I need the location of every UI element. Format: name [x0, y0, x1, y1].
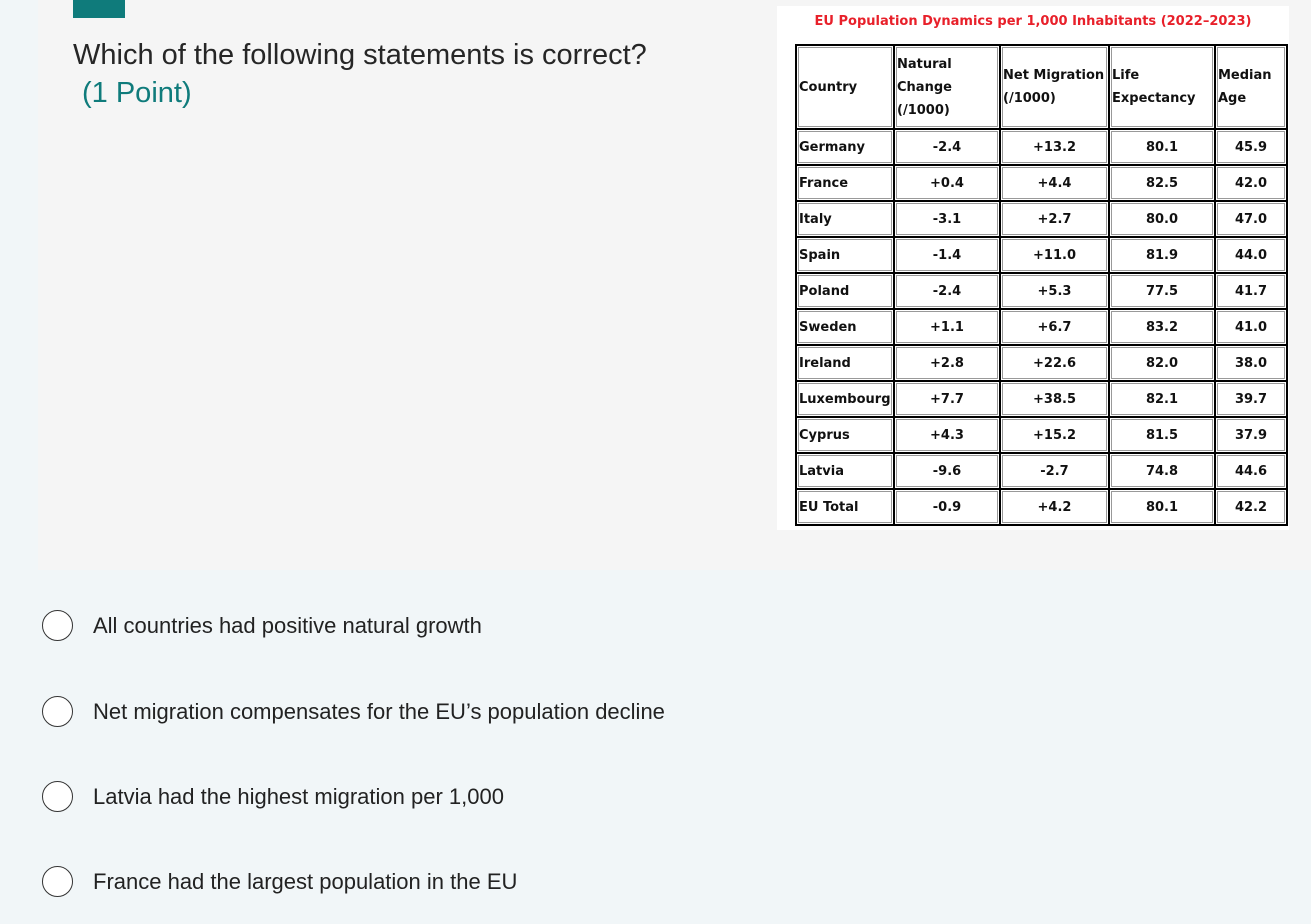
country-cell: Latvia: [796, 453, 894, 489]
option-1[interactable]: [42, 610, 482, 641]
country-cell: Italy: [796, 201, 894, 237]
value-cell: -2.7: [1000, 453, 1109, 489]
table-header-row: [796, 45, 1287, 129]
value-cell: +15.2: [1000, 417, 1109, 453]
table-row: [796, 453, 1287, 489]
value-cell: 37.9: [1215, 417, 1287, 453]
data-table-image: [777, 6, 1289, 530]
country-cell: Cyprus: [796, 417, 894, 453]
table-row: [796, 345, 1287, 381]
country-cell: Poland: [796, 273, 894, 309]
header-median-age: Median Age: [1215, 45, 1287, 129]
table-row: [796, 273, 1287, 309]
option-3[interactable]: [42, 781, 504, 812]
value-cell: -0.9: [894, 489, 1000, 525]
value-cell: 47.0: [1215, 201, 1287, 237]
value-cell: 44.6: [1215, 453, 1287, 489]
value-cell: +7.7: [894, 381, 1000, 417]
option-2[interactable]: [42, 696, 665, 727]
value-cell: +1.1: [894, 309, 1000, 345]
value-cell: 80.1: [1109, 129, 1215, 165]
table-row: [796, 381, 1287, 417]
value-cell: 80.1: [1109, 489, 1215, 525]
table-row: [796, 489, 1287, 525]
radio-button[interactable]: [42, 696, 73, 727]
option-label: All countries had positive natural growth: [93, 612, 482, 638]
country-cell: Sweden: [796, 309, 894, 345]
value-cell: 42.2: [1215, 489, 1287, 525]
value-cell: +2.8: [894, 345, 1000, 381]
table-title: EU Population Dynamics per 1,000 Inhabitants (2022–2023): [814, 14, 1252, 29]
value-cell: 82.1: [1109, 381, 1215, 417]
value-cell: 80.0: [1109, 201, 1215, 237]
value-cell: 39.7: [1215, 381, 1287, 417]
country-cell: EU Total: [796, 489, 894, 525]
value-cell: 82.5: [1109, 165, 1215, 201]
value-cell: +4.2: [1000, 489, 1109, 525]
country-cell: Ireland: [796, 345, 894, 381]
value-cell: -9.6: [894, 453, 1000, 489]
value-cell: 42.0: [1215, 165, 1287, 201]
value-cell: 74.8: [1109, 453, 1215, 489]
table-row: [796, 165, 1287, 201]
value-cell: 41.7: [1215, 273, 1287, 309]
table-row: [796, 129, 1287, 165]
header-country: Country: [796, 45, 894, 129]
value-cell: +5.3: [1000, 273, 1109, 309]
value-cell: 81.5: [1109, 417, 1215, 453]
option-label: Net migration compensates for the EU’s population decline: [93, 698, 665, 724]
table-row: [796, 417, 1287, 453]
question-number-badge: [73, 0, 125, 18]
option-label: France had the largest population in the EU: [93, 868, 518, 894]
value-cell: 83.2: [1109, 309, 1215, 345]
table-row: [796, 201, 1287, 237]
country-cell: France: [796, 165, 894, 201]
value-cell: 44.0: [1215, 237, 1287, 273]
table-row: [796, 309, 1287, 345]
value-cell: 81.9: [1109, 237, 1215, 273]
value-cell: +13.2: [1000, 129, 1109, 165]
radio-button[interactable]: [42, 610, 73, 641]
value-cell: +0.4: [894, 165, 1000, 201]
header-net-migration: Net Migration (/1000): [1000, 45, 1109, 129]
country-cell: Luxembourg: [796, 381, 894, 417]
radio-button[interactable]: [42, 866, 73, 897]
country-cell: Germany: [796, 129, 894, 165]
value-cell: 38.0: [1215, 345, 1287, 381]
value-cell: +6.7: [1000, 309, 1109, 345]
value-cell: -3.1: [894, 201, 1000, 237]
value-cell: 82.0: [1109, 345, 1215, 381]
value-cell: +11.0: [1000, 237, 1109, 273]
value-cell: 77.5: [1109, 273, 1215, 309]
value-cell: +4.4: [1000, 165, 1109, 201]
value-cell: +38.5: [1000, 381, 1109, 417]
header-life-expectancy: Life Expectancy: [1109, 45, 1215, 129]
header-natural-change: Natural Change (/1000): [894, 45, 1000, 129]
value-cell: 41.0: [1215, 309, 1287, 345]
table-row: [796, 237, 1287, 273]
question-points: (1 Point): [82, 77, 192, 109]
option-label: Latvia had the highest migration per 1,000: [93, 783, 504, 809]
value-cell: 45.9: [1215, 129, 1287, 165]
question-text: Which of the following statements is correct?: [73, 39, 647, 71]
value-cell: -1.4: [894, 237, 1000, 273]
value-cell: -2.4: [894, 273, 1000, 309]
country-cell: Spain: [796, 237, 894, 273]
radio-button[interactable]: [42, 781, 73, 812]
population-table: [795, 44, 1288, 526]
value-cell: -2.4: [894, 129, 1000, 165]
value-cell: +2.7: [1000, 201, 1109, 237]
value-cell: +22.6: [1000, 345, 1109, 381]
value-cell: +4.3: [894, 417, 1000, 453]
option-4[interactable]: [42, 866, 517, 897]
